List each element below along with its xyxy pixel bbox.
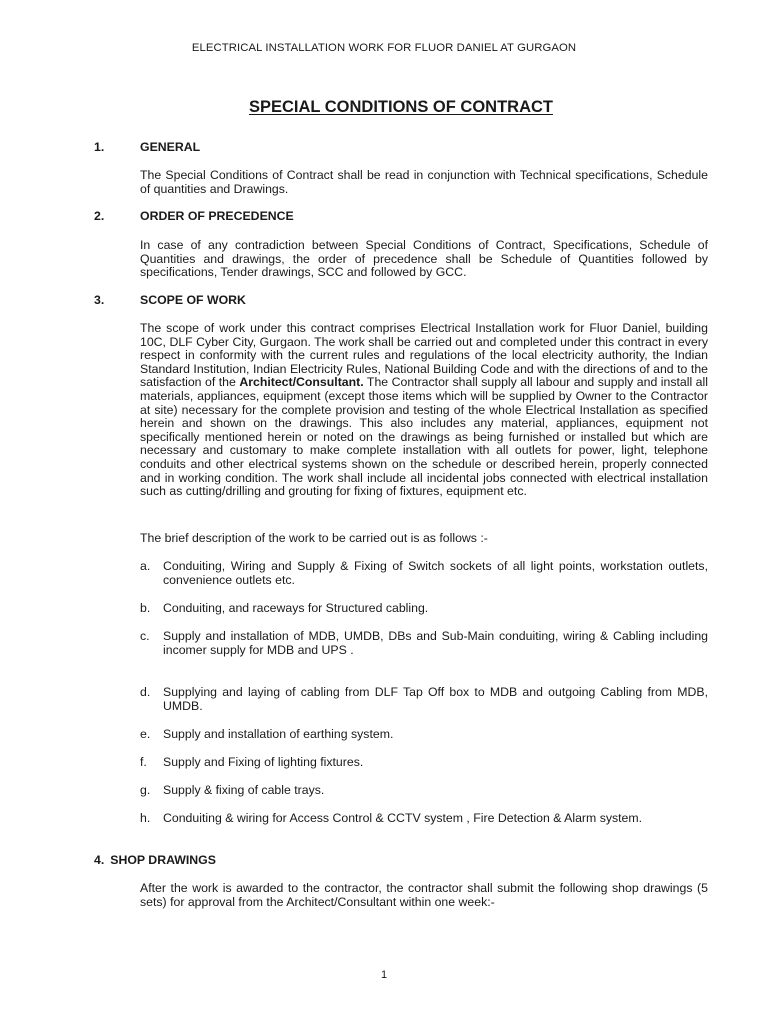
list-text: Supply and installation of MDB, UMDB, DBs and Sub-Main conduiting, wiring & Cabling including incomer supply for MDB and UPS . xyxy=(163,629,708,657)
list-item xyxy=(140,728,708,742)
section-number: 4. xyxy=(94,853,105,867)
section-heading-order-of-precedence xyxy=(94,210,694,224)
section-title: GENERAL xyxy=(140,140,201,154)
order-of-precedence-paragraph: In case of any contradiction between Special Conditions of Contract, Specifications, Schedule of Quantities and drawings, the order of precedence shall be Schedule of Quantities followed by specifications, Tender drawings, SCC and followed by GCC. xyxy=(140,238,708,280)
shop-drawings-paragraph: After the work is awarded to the contractor, the contractor shall submit the following shop drawings (5 sets) for approval from the Architect/Consultant within one week:- xyxy=(140,881,708,909)
list-letter: d. xyxy=(140,685,151,699)
list-item xyxy=(140,602,708,616)
architect-consultant-bold: Architect/Consultant. xyxy=(239,375,364,390)
list-text: Conduiting, Wiring and Supply & Fixing of Switch sockets of all light points, workstation outlets, convenience outlets etc. xyxy=(163,559,708,587)
scope-text-part-1: The scope of work under this contract comprises Electrical Installation work for Fluor Daniel, building 10C, DLF Cyber City, Gurgaon. The work shall be carried out and completed under this contract in every respect in conformity with the current rules and regulations of the local electricity authority, the Indian Standard Institution, Indian Electricity Rules, National Building Code and with the directions of and to the satisfaction of the xyxy=(140,321,708,390)
section-number: 2. xyxy=(94,209,105,223)
list-letter: g. xyxy=(140,783,151,797)
list-item xyxy=(140,812,708,826)
list-item xyxy=(140,756,708,770)
section-number: 1. xyxy=(94,140,105,154)
list-item xyxy=(140,784,708,798)
list-letter: a. xyxy=(140,559,151,573)
section-number: 3. xyxy=(94,293,105,307)
page-number: 1 xyxy=(380,969,388,981)
list-letter: c. xyxy=(140,629,150,643)
scope-of-work-paragraph xyxy=(140,322,708,499)
section-title: SCOPE OF WORK xyxy=(140,293,246,307)
list-text: Conduiting, and raceways for Structured cabling. xyxy=(163,601,429,615)
list-text: Supply & fixing of cable trays. xyxy=(163,783,325,797)
general-paragraph: The Special Conditions of Contract shall be read in conjunction with Technical specifications, Schedule of quantities and Drawings. xyxy=(140,168,708,196)
list-item xyxy=(140,560,708,587)
list-letter: h. xyxy=(140,811,151,825)
list-item xyxy=(140,630,708,657)
section-title: ORDER OF PRECEDENCE xyxy=(140,209,294,223)
list-letter: e. xyxy=(140,727,151,741)
list-text: Supplying and laying of cabling from DLF Tap Off box to MDB and outgoing Cabling from MDB, UMDB. xyxy=(163,685,708,713)
section-heading-scope-of-work xyxy=(94,294,694,308)
list-text: Conduiting & wiring for Access Control & CCTV system , Fire Detection & Alarm system. xyxy=(163,811,643,825)
section-heading-shop-drawings xyxy=(94,854,694,868)
brief-description-intro: The brief description of the work to be carried out is as follows :- xyxy=(140,531,488,545)
list-letter: f. xyxy=(140,755,147,769)
list-letter: b. xyxy=(140,601,151,615)
section-title: SHOP DRAWINGS xyxy=(110,853,216,867)
document-title: SPECIAL CONDITIONS OF CONTRACT xyxy=(248,98,554,116)
section-heading-general xyxy=(94,141,694,155)
running-header: ELECTRICAL INSTALLATION WORK FOR FLUOR DANIEL AT GURGAON xyxy=(191,42,577,54)
list-text: Supply and installation of earthing system. xyxy=(163,727,394,741)
list-item xyxy=(140,686,708,713)
scope-text-part-2: The Contractor shall supply all labour and supply and install all materials, appliances, equipment (except those items which will be supplied by Owner to the Contractor at site) necessary for the complete provision and testing of the whole Electrical Installation as specified herein and shown on the drawings. This also includes any material, appliances, equipment not specifically mentioned herein or noted on the drawings as being furnished or installed but which are necessary and customary to make complete installation with all outlets for power, light, telephone conduits and other electrical systems shown on the schedule or described herein, properly connected and in working condition. The work shall include all incidental jobs connected with electrical installation such as cutting/drilling and grouting for fixing of fixtures, equipment etc. xyxy=(140,375,708,499)
list-text: Supply and Fixing of lighting fixtures. xyxy=(163,755,364,769)
